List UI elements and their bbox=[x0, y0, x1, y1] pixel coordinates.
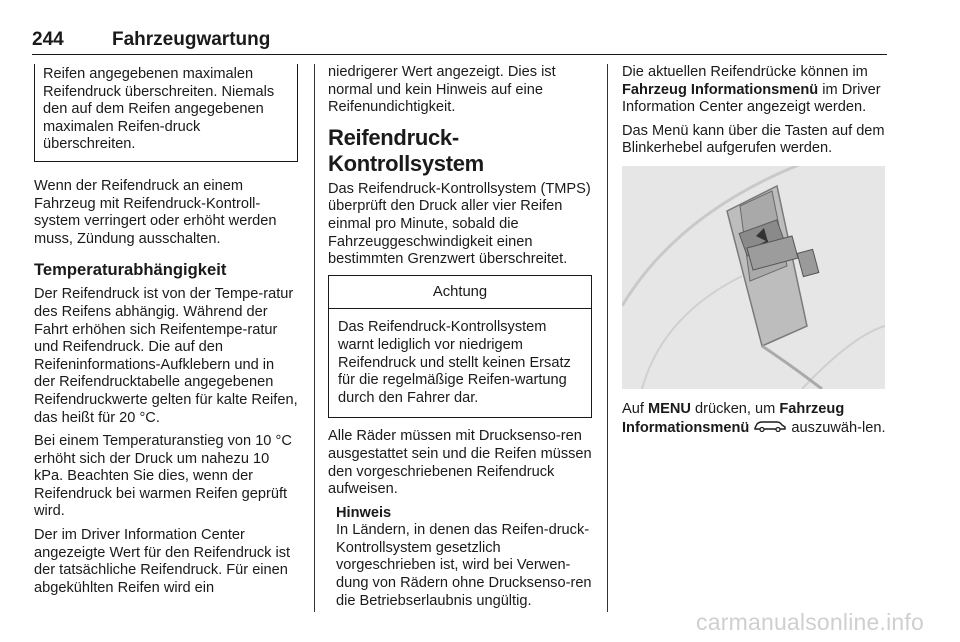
chapter-title: Fahrzeugwartung bbox=[112, 29, 271, 50]
caution-text: Das Reifendruck-Kontrollsystem warnt lediglich vor niedrigem Reifendruck und stellt keinen Ersatz für die regelmäßige Reifen-wartung durch den Fahrer dar. bbox=[338, 319, 571, 406]
paragraph: Wenn der Reifendruck an einem Fahrzeug mit Reifendruck-Kontroll-system verringert oder erhöht werden muss, Zündung ausschalten. bbox=[34, 177, 277, 247]
watermark: carmanualsonline.info bbox=[696, 609, 924, 635]
paragraph: niedrigerer Wert angezeigt. Dies ist normal und kein Hinweis auf eine Reifenundichtigkeit. bbox=[328, 64, 556, 116]
section-heading-temperature: Temperaturabhängigkeit bbox=[34, 260, 227, 280]
car-icon bbox=[753, 419, 787, 438]
warning-box-text: Reifen angegebenen maximalen Reifendruck überschreiten. Niemals den auf dem Reifen angegebenen maximalen Reifen-druck überschreiten. bbox=[43, 66, 275, 153]
section-heading-tpms: Reifendruck-Kontrollsystem bbox=[328, 124, 484, 176]
menu-name: Fahrzeug Informationsmenü bbox=[622, 81, 819, 98]
page-header bbox=[32, 30, 887, 55]
paragraph: Der im Driver Information Center angezeigte Wert für den Reifendruck ist der tatsächliche Reifendruck. Für einen abgekühlten Reifen wird ein bbox=[34, 527, 291, 596]
caution-title: Achtung bbox=[329, 276, 591, 310]
column-3 bbox=[622, 64, 887, 443]
column-divider-2 bbox=[607, 64, 608, 612]
turn-signal-lever-image bbox=[622, 166, 885, 389]
paragraph: Die aktuellen Reifendrücke können im Fahrzeug Informationsmenü im Driver Information Center angezeigt werden. bbox=[622, 64, 881, 116]
column-1 bbox=[34, 64, 298, 603]
menu-name: Fahrzeug Informationsmenü bbox=[622, 400, 845, 436]
column-2 bbox=[328, 64, 592, 610]
note-title: Hinweis bbox=[336, 504, 392, 521]
note-block bbox=[328, 505, 592, 611]
paragraph: Das Reifendruck-Kontrollsystem (TMPS) überprüft den Druck aller vier Reifen einmal pro Minute, sobald die Fahrzeuggeschwindigkeit einen bestimmten Grenzwert überschreitet. bbox=[328, 180, 591, 268]
column-divider-1 bbox=[314, 64, 315, 612]
paragraph: Das Menü kann über die Tasten auf dem Blinkerhebel aufgerufen werden. bbox=[622, 122, 885, 157]
page-number: 244 bbox=[32, 29, 64, 50]
paragraph: Alle Räder müssen mit Drucksenso-ren ausgestattet sein und die Reifen müssen den vorgeschriebenen Reifendruck aufweisen. bbox=[328, 428, 592, 498]
caution-box bbox=[328, 275, 592, 419]
paragraph: Der Reifendruck ist von der Tempe-ratur des Reifens abhängig. Während der Fahrt erhöhen sich Reifentempe-ratur und Reifendruck. Die auf den Reifeninformations-Aufklebern und in der Reifendrucktabelle angegebenen Reifendruckwerte gelten für kalte Reifen, das heißt für 20 °C. bbox=[34, 286, 298, 426]
paragraph: Bei einem Temperaturanstieg von 10 °C erhöht sich der Druck um nahezu 10 kPa. Beachten Sie dies, wenn der Reifendruck bei warmen Reifen geprüft wird. bbox=[34, 433, 292, 520]
lever-illustration bbox=[622, 166, 885, 389]
paragraph: Auf MENU drücken, um Fahrzeug Informationsmenü auszuwäh-len. bbox=[622, 400, 886, 436]
note-text: In Ländern, in denen das Reifen-druck-Kontrollsystem gesetzlich vorgeschrieben ist, wird bei Verwen-dung von Rädern ohne Drucksenso-ren die Betriebserlaubnis ungültig. bbox=[336, 522, 592, 609]
menu-button-label: MENU bbox=[647, 400, 691, 417]
warning-box-continued bbox=[34, 64, 298, 162]
